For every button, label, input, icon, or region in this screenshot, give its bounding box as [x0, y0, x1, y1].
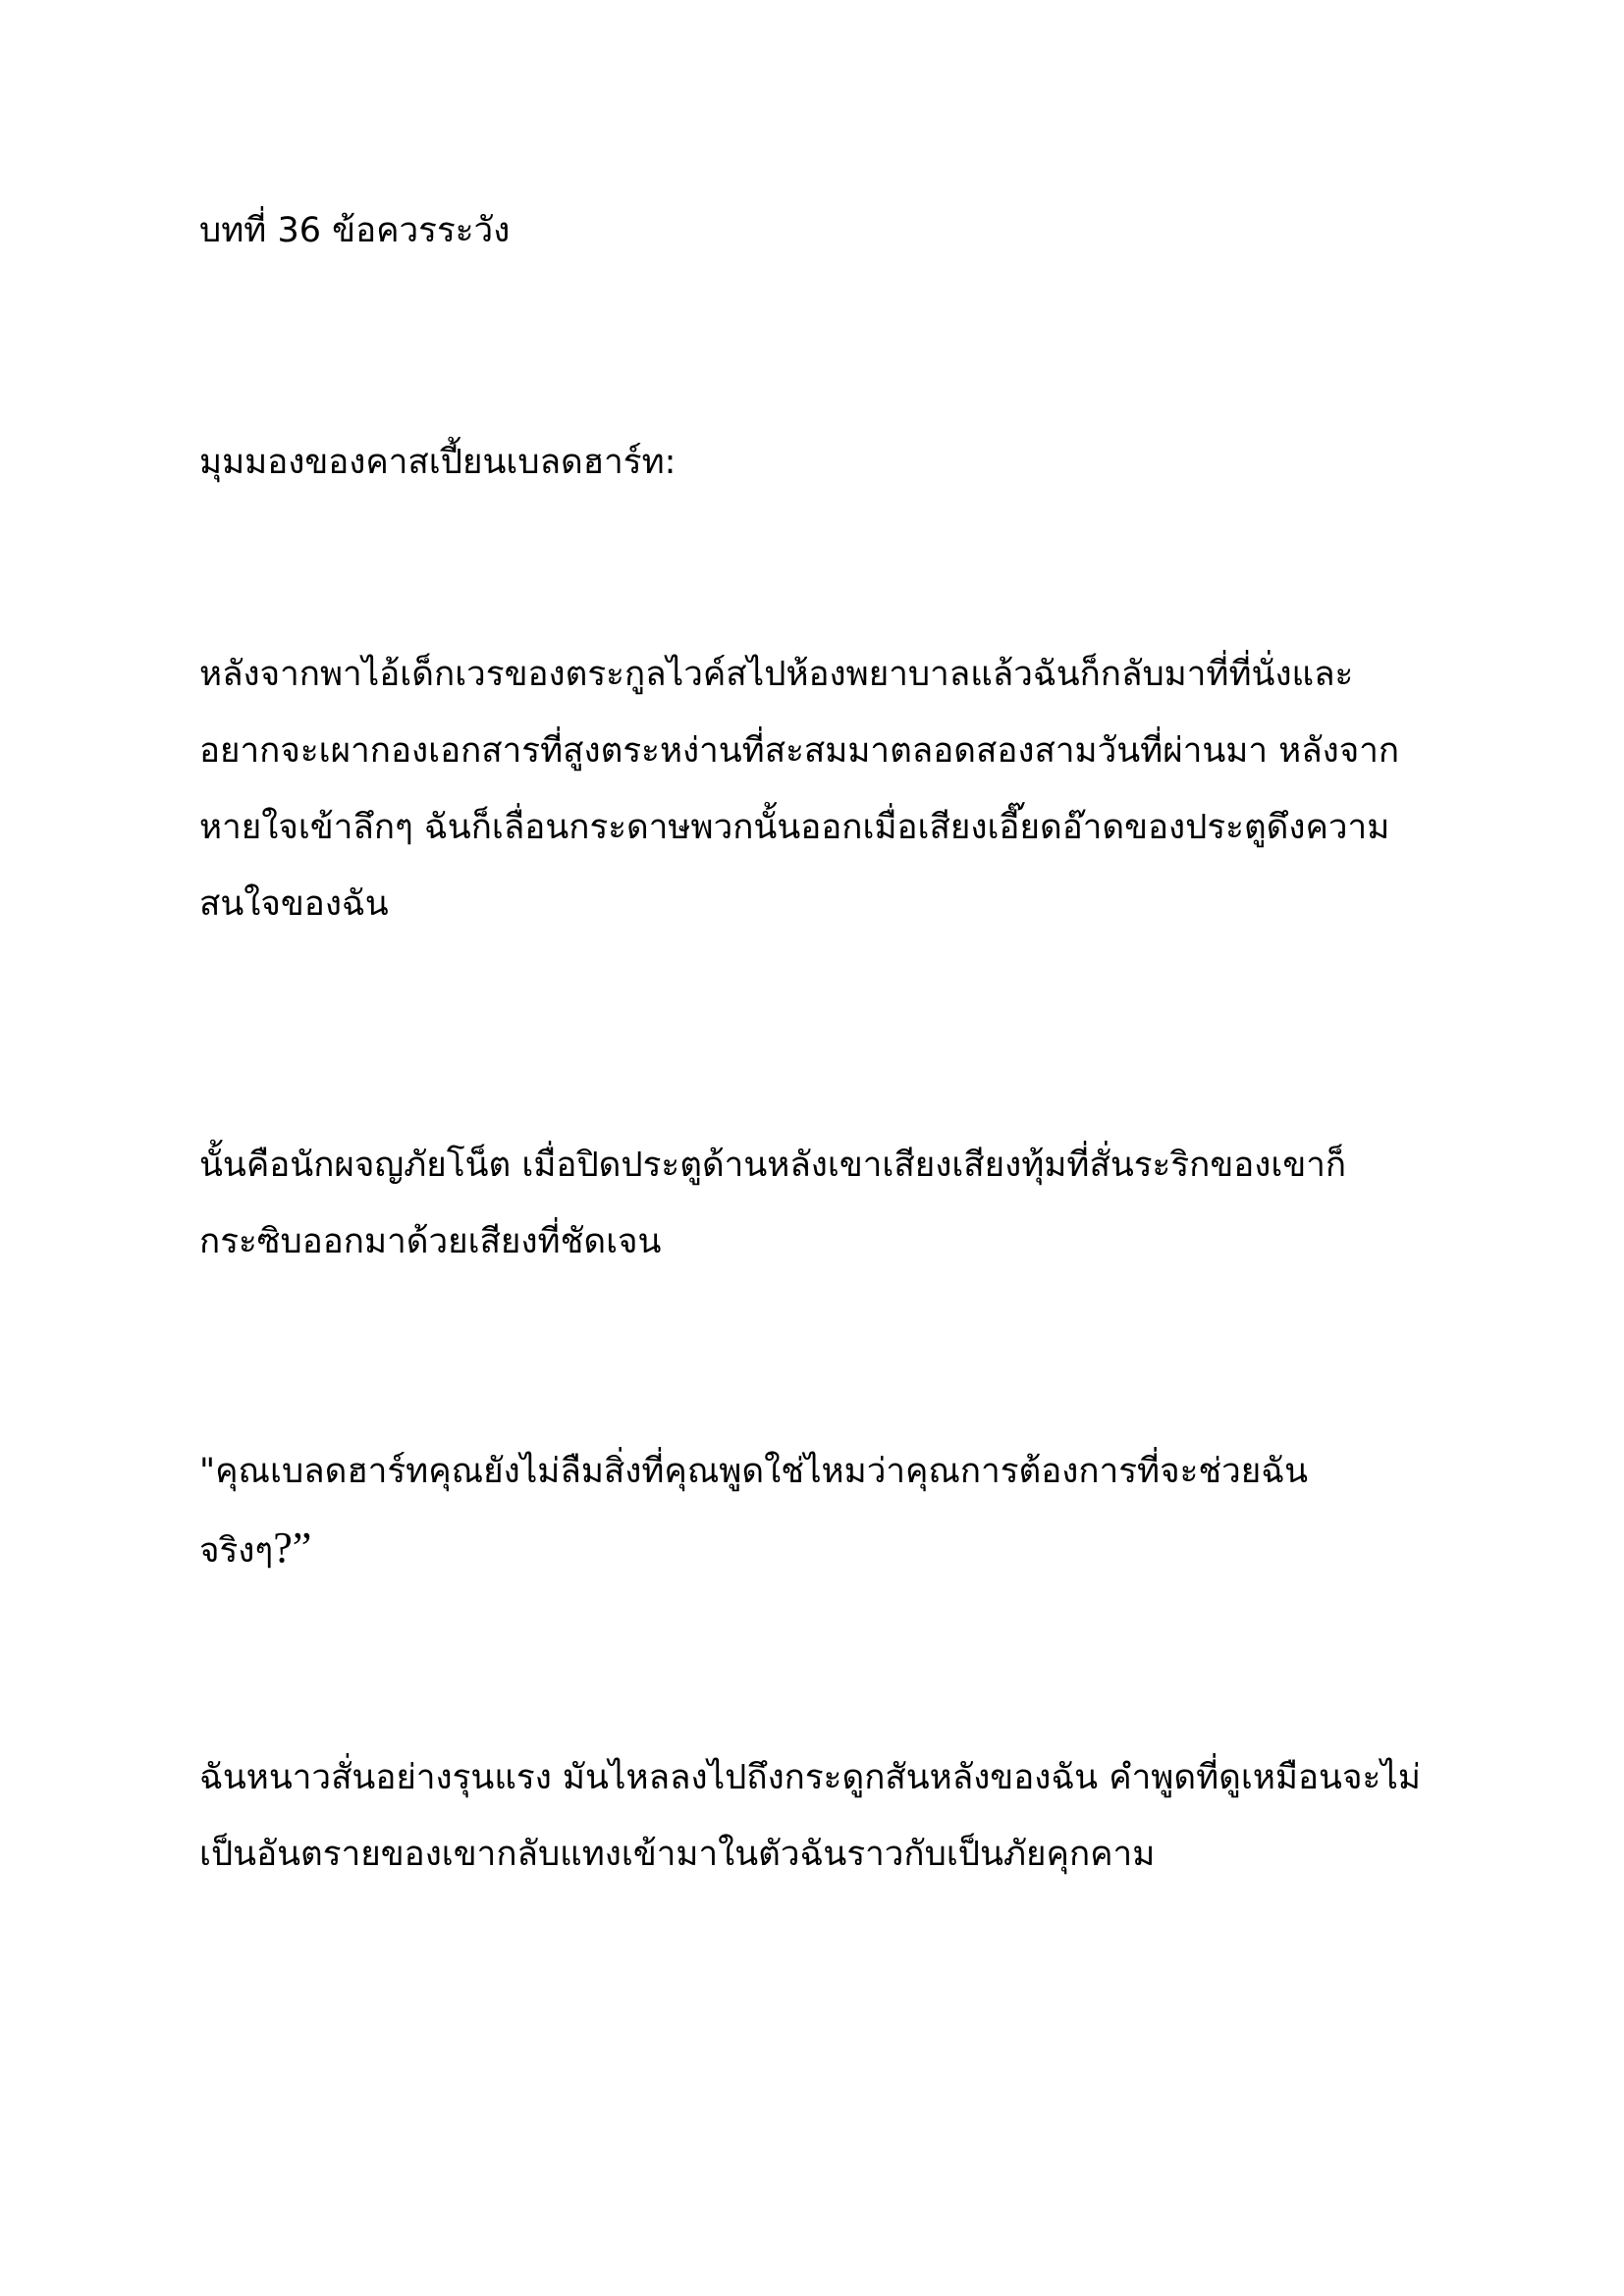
paragraph-4 [199, 1739, 1466, 1893]
paragraph-line: "คุณเบลดฮาร์ทคุณยังไม่ลืมสิ่งที่คุณพูดใช่ไหมว่าคุณการต้องการที่จะช่วยฉัน [199, 1452, 1309, 1491]
pov-heading-text: มุมมองของคาสเปี้ยนเบลดฮาร์ท: [199, 443, 677, 482]
paragraph-line-last [199, 1510, 1466, 1589]
chapter-title [199, 192, 1466, 269]
pov-heading [199, 424, 1466, 501]
paragraph-line: หลังจากพาไอ้เด็กเวรของตระกูลไวค์สไปห้องพยาบาลแล้วฉันก็กลับมาที่ที่นั่งและ [199, 655, 1354, 694]
paragraph-line: เป็นอันตรายของเขากลับแทงเข้ามาในตัวฉันราวกับเป็นภัยคุกคาม [199, 1835, 1156, 1874]
paragraph-line: กระซิบออกมาด้วยเสียงที่ชัดเจน [199, 1222, 662, 1261]
paragraph-line: หายใจเข้าลึกๆ ฉันก็เลื่อนกระดาษพวกนั้นออกเมื่อเสียงเอี๊ยดอ๊าดของประตูดึงความ [199, 808, 1390, 847]
paragraph-line: นั้นคือนักผจญภัยโน็ต เมื่อปิดประตูด้านหลังเขาเสียงเสียงทุ้มที่สั่นระริกของเขาก็ [199, 1146, 1347, 1185]
paragraph-3 [199, 1433, 1466, 1589]
question-punctuation: ?” [273, 1523, 312, 1572]
paragraph-line: อยากจะเผากองเอกสารที่สูงตระหง่านที่สะสมมาตลอดสองสามวันที่ผ่านมา หลังจาก [199, 731, 1400, 771]
paragraph-2 [199, 1127, 1466, 1280]
paragraph-line: ฉันหนาวสั่นอย่างรุนแรง มันไหลลงไปถึงกระดูกสันหลังของฉัน คำพูดที่ดูเหมือนจะไม่ [199, 1758, 1421, 1797]
paragraph-1 [199, 636, 1466, 942]
chapter-title-text: บทที่ 36 ข้อควรระวัง [199, 211, 511, 250]
paragraph-line: สนใจของฉัน [199, 884, 389, 924]
paragraph-last-text: จริงๆ [199, 1531, 274, 1571]
